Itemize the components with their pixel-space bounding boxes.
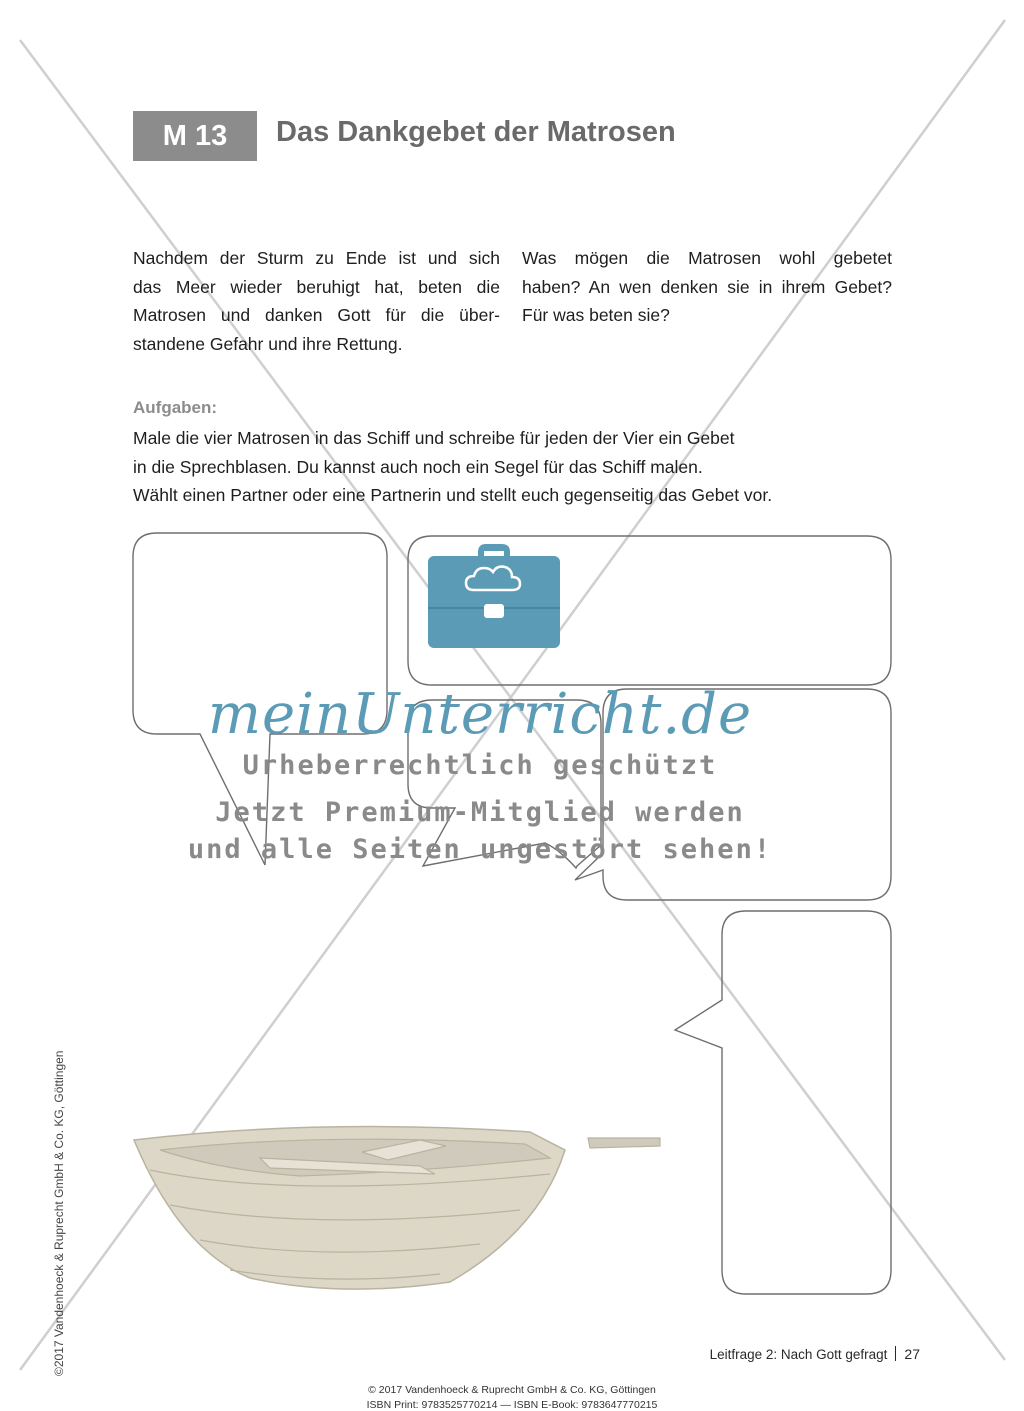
task-line: in die Sprechblasen. Du kannst auch noch ein Segel für das Schiff malen. [133,456,703,477]
intro-left-line: Nachdem der Sturm zu Ende ist und sich [133,248,500,268]
task-line: Wählt einen Partner oder eine Partnerin und stellt euch gegenseitig das Gebet vor. [133,485,773,505]
footer-separator [895,1346,896,1361]
rowing-boat-illustration [120,1110,680,1300]
task-line: Male die vier Matrosen in das Schiff und schreibe für jeden der Vier ein Gebet [133,428,735,448]
watermark-line-3: und alle Seiten ungestört sehen! [187,834,773,865]
intro-right-line: Für was beten sie? [522,305,670,325]
watermark-line-1: Urheberrechtlich geschützt [242,750,718,781]
footer-copyright: © 2017 Vandenhoeck & Ruprecht GmbH & Co. KG, Göttingen [368,1384,656,1396]
briefcase-cloud-icon [426,540,562,650]
speech-bubble-5 [675,911,891,1294]
lead-question-text: Leitfrage 2: Nach Gott gefragt [709,1347,888,1362]
watermark-line-2: Jetzt Premium-Mitglied werden [215,797,745,828]
side-copyright: ©2017 Vandenhoeck & Ruprecht GmbH & Co. KG, Göttingen [52,1050,66,1376]
watermark-logo: meinUnterricht.de [207,682,753,747]
intro-left-line: das Meer wieder beruhigt hat, beten die [133,276,500,297]
tasks-heading: Aufgaben: [133,398,218,417]
intro-left-line: standene Gefahr und ihre Rettung. [133,333,403,354]
page-title: Das Dankgebet der Matrosen [276,116,676,148]
material-badge: M 13 [133,111,257,161]
footer-lead-question [710,1346,920,1362]
footer-isbn: ISBN Print: 9783525770214 — ISBN E-Book: 9783647770215 [366,1399,658,1411]
intro-right-line: Was mögen die Matrosen wohl gebetet [522,248,892,268]
intro-left-line: Matrosen und danken Gott für die über- [133,305,500,325]
intro-right-line: haben? An wen denken sie in ihrem Gebet? [522,276,892,297]
page-number: 27 [904,1346,920,1362]
